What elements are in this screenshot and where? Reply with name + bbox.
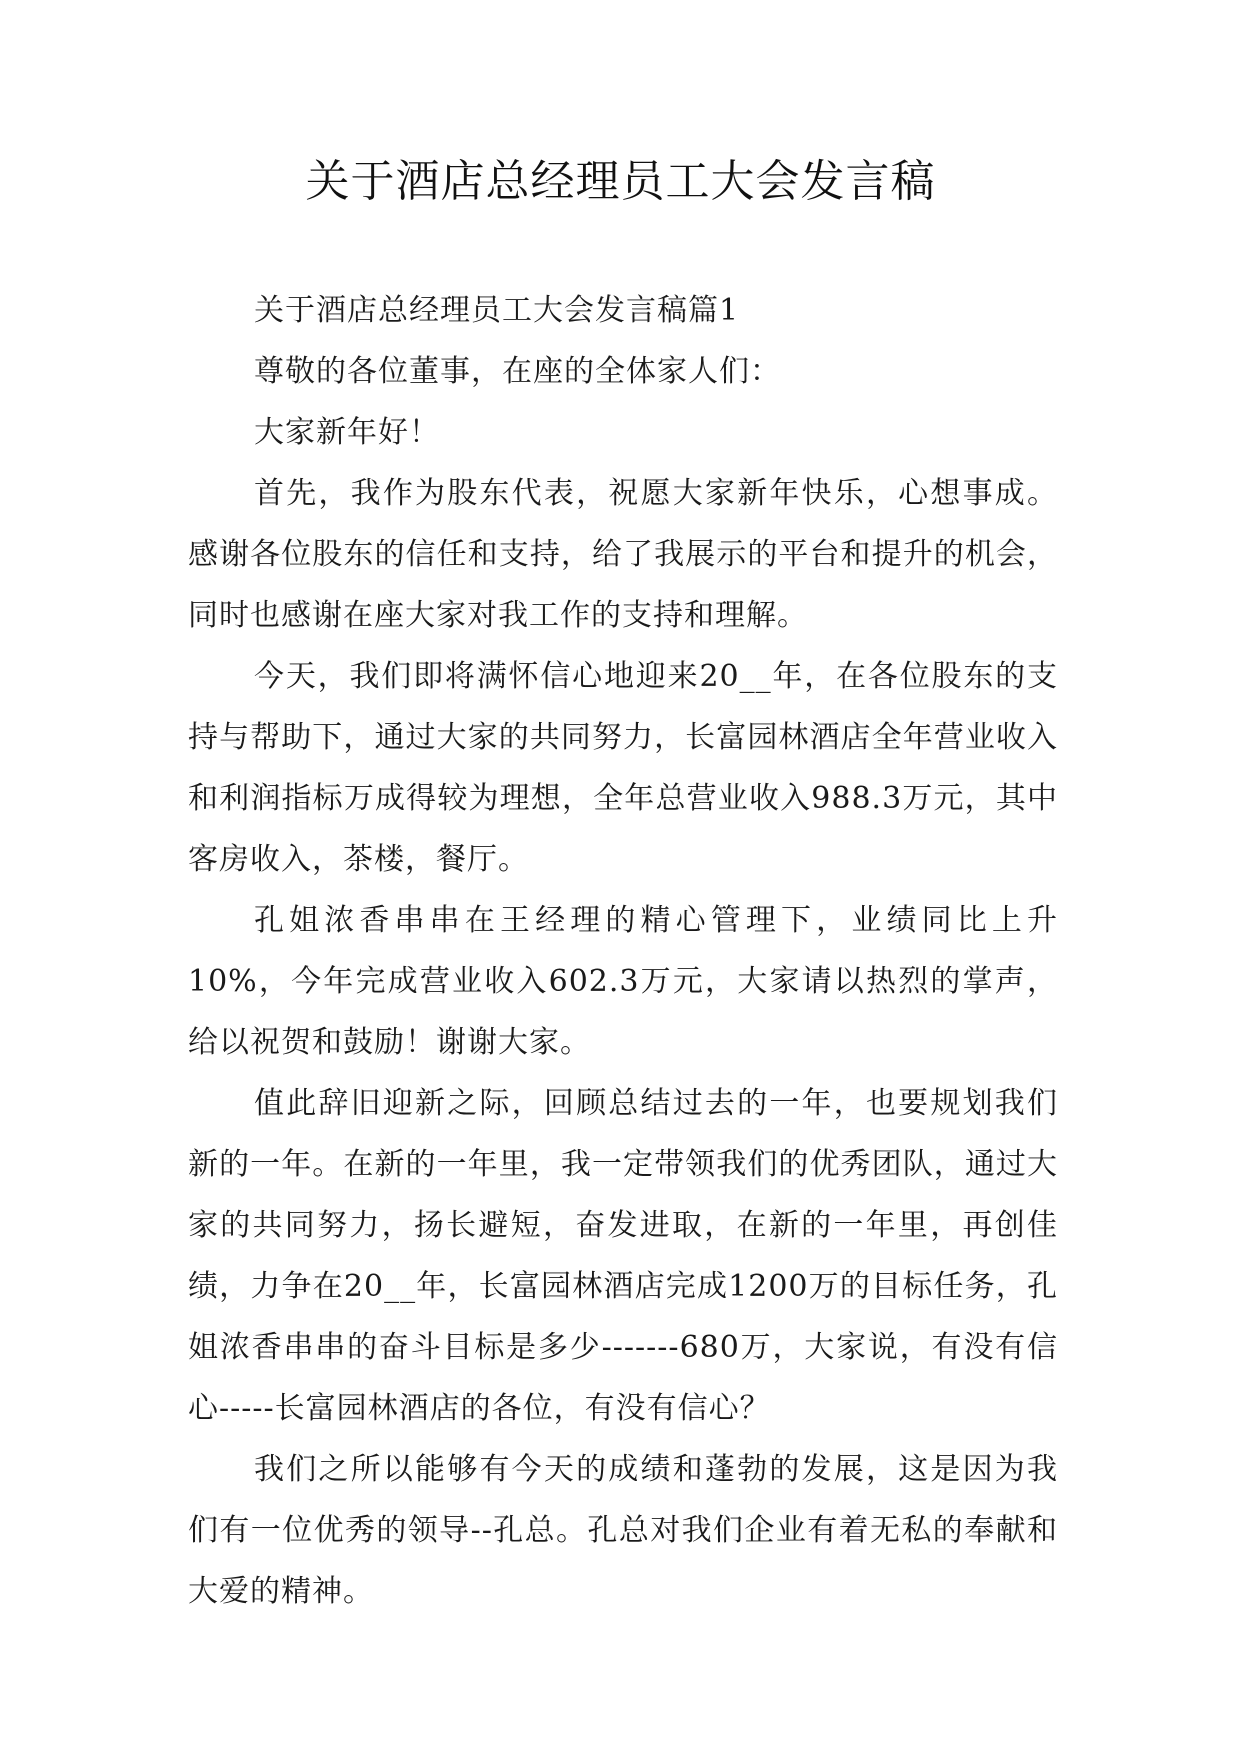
greeting: 大家新年好！ xyxy=(254,415,440,450)
section-heading: 关于酒店总经理员工大会发言稿篇1 xyxy=(254,293,740,328)
paragraph: 首先，我作为股东代表，祝愿大家新年快乐，心想事成。感谢各位股东的信任和支持，给了我展示的平台和提升的机会，同时也感谢在座大家对我工作的支持和理解。 xyxy=(188,476,1058,633)
document-title: 关于酒店总经理员工大会发言稿 xyxy=(305,156,936,207)
paragraph: 值此辞旧迎新之际，回顾总结过去的一年，也要规划我们新的一年。在新的一年里，我一定带领我们的优秀团队，通过大家的共同努力，扬长避短，奋发进取，在新的一年里，再创佳绩，力争在20__年，长富园林酒店完成1200万的目标任务，孔姐浓香串串的奋斗目标是多少-------680万，大家说，有没有信心-----长富园林酒店的各位，有没有信心？ xyxy=(188,1086,1058,1426)
paragraph: 孔姐浓香串串在王经理的精心管理下，业绩同比上升10%，今年完成营业收入602.3万元，大家请以热烈的掌声，给以祝贺和鼓励！谢谢大家。 xyxy=(188,903,1058,1060)
paragraph: 今天，我们即将满怀信心地迎来20__年，在各位股东的支持与帮助下，通过大家的共同努力，长富园林酒店全年营业收入和利润指标万成得较为理想，全年总营业收入988.3万元，其中客房收入，茶楼，餐厅。 xyxy=(188,659,1058,877)
paragraph: 我们之所以能够有今天的成绩和蓬勃的发展，这是因为我们有一位优秀的领导--孔总。孔总对我们企业有着无私的奉献和大爱的精神。 xyxy=(188,1452,1058,1609)
salutation: 尊敬的各位董事，在座的全体家人们： xyxy=(254,354,781,389)
document-body xyxy=(188,280,1058,1622)
